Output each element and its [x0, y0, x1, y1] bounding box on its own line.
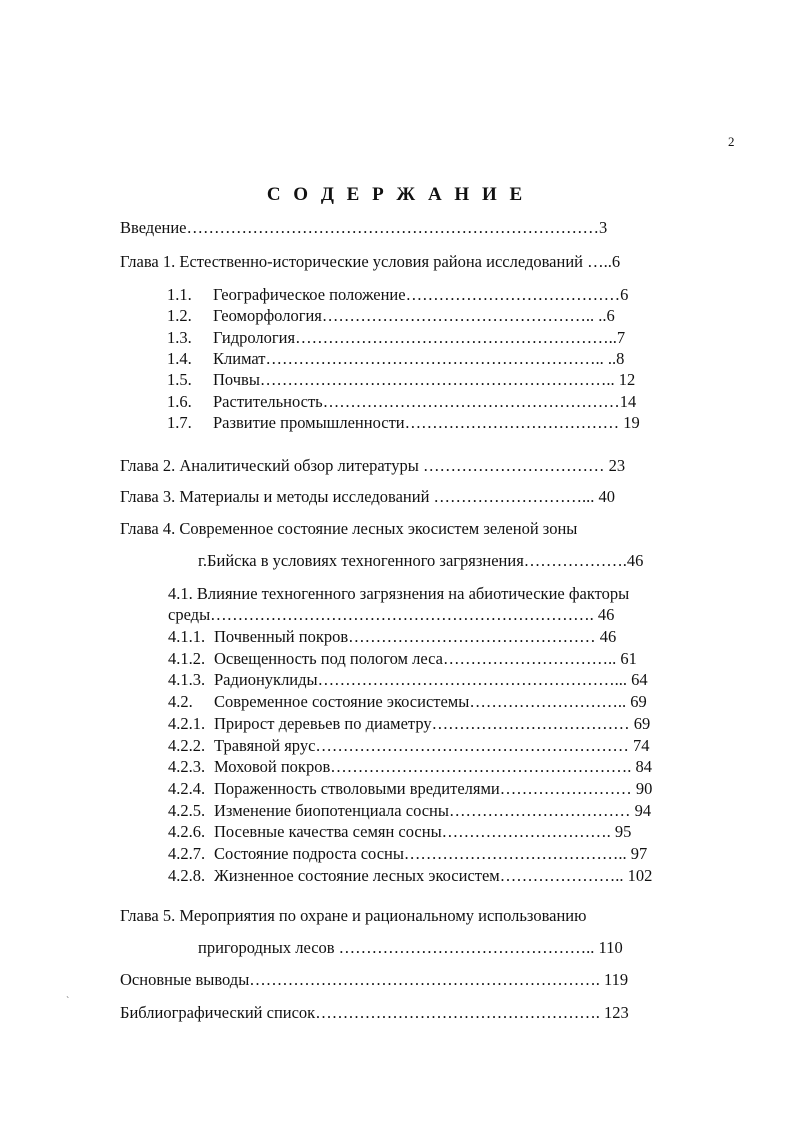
toc-item-number: 1.6.	[167, 391, 192, 411]
toc-item-text: Современное состояние экосистемы……………………….. 69	[214, 692, 647, 712]
toc-item-text: Гидрология…………………………………………………..7	[213, 327, 626, 347]
toc-item-text: Моховой покров………………………………………………. 84	[214, 757, 652, 777]
toc-entry-chapter-5: Глава 5. Мероприятия по охране и рациональному использованию	[120, 906, 587, 925]
page-number: 2	[728, 134, 735, 149]
toc-entry-chapter-3: Глава 3. Материалы и методы исследований ………………………... 40	[120, 487, 616, 506]
toc-item-text: Развитие промышленности………………………………… 19	[213, 412, 640, 432]
toc-item-number: 1.1.	[167, 285, 192, 304]
toc-item-number: 4.1.2.	[168, 648, 206, 668]
toc-item-number: 1.4.	[167, 348, 192, 368]
toc-item-number: 4.2.6.	[168, 822, 206, 842]
toc-item-number: 1.7.	[167, 412, 192, 432]
toc-item-number: 4.1.3.	[168, 670, 206, 690]
toc-entry-bibliography: Библиографический список……………………………………………. 123	[120, 1003, 629, 1022]
toc-item-number: 4.2.2.	[168, 735, 206, 755]
toc-item-text: Пораженность стволовыми вредителями…………………… 90	[214, 778, 653, 798]
toc-entry-section-4-1-continued: среды……………………………………………………………. 46	[168, 605, 615, 624]
toc-item-text: Травяной ярус………………………………………………… 74	[214, 735, 650, 755]
toc-item-number: 4.2.5.	[168, 800, 206, 820]
toc-entry-chapter-5-continued: пригородных лесов ……………………………………….. 110	[198, 938, 623, 957]
toc-item-text: Посевные качества семян сосны…………………………. 95	[214, 822, 632, 842]
toc-item-number: 4.2.1.	[168, 713, 206, 733]
toc-item-number: 4.2.7.	[168, 844, 206, 863]
toc-item-number: 1.5.	[167, 370, 192, 390]
toc-item-number: 4.2.4.	[168, 778, 206, 798]
toc-item-text: Геоморфология………………………………………….. ..6	[213, 306, 615, 326]
toc-entry-introduction: Введение…………………………………………………………………3	[120, 218, 608, 237]
page-title: С О Д Е Р Ж А Н И Е	[266, 184, 527, 205]
toc-item-text: Изменение биопотенциала сосны…………………………… 94	[214, 800, 652, 820]
toc-entry-chapter-1: Глава 1. Естественно-исторические условия района исследований …..6	[120, 252, 621, 271]
toc-item-text: Растительность………………………………………………14	[213, 391, 637, 411]
toc-item-text: Освещенность под пологом леса………………………….. 61	[214, 648, 637, 668]
toc-item-text: Радионуклиды………………………………………………... 64	[214, 670, 648, 690]
toc-item-text: Географическое положение…………………………………6	[213, 285, 629, 304]
toc-entry-section-4-1: 4.1. Влияние техногенного загрязнения на абиотические факторы	[168, 584, 630, 603]
toc-item-text: Состояние подроста сосны………………………………….. 97	[214, 844, 648, 863]
toc-item-number: 4.2.8.	[168, 865, 206, 885]
toc-entry-chapter-4-continued: г.Бийска в условиях техногенного загрязнения……………….46	[198, 551, 644, 570]
toc-item-text: Климат…………………………………………………….. ..8	[213, 348, 625, 368]
scan-mark: `	[66, 996, 70, 1007]
toc-entry-conclusions: Основные выводы………………………………………………………. 119	[120, 970, 629, 989]
toc-item-number: 4.2.	[168, 692, 193, 712]
toc-item-number: 4.1.1.	[168, 627, 206, 646]
toc-item-text: Почвы……………………………………………………….. 12	[213, 370, 636, 390]
toc-entry-chapter-4: Глава 4. Современное состояние лесных экосистем зеленой зоны	[120, 519, 578, 538]
toc-entry-chapter-2: Глава 2. Аналитический обзор литературы …………………………… 23	[120, 456, 626, 475]
toc-item-number: 1.3.	[167, 327, 192, 347]
toc-item-text: Прирост деревьев по диаметру……………………………… 69	[214, 713, 651, 733]
toc-item-number: 1.2.	[167, 306, 192, 326]
toc-item-text: Почвенный покров……………………………………… 46	[214, 627, 617, 646]
toc-item-number: 4.2.3.	[168, 757, 206, 777]
toc-item-text: Жизненное состояние лесных экосистем………………….. 102	[214, 865, 653, 885]
